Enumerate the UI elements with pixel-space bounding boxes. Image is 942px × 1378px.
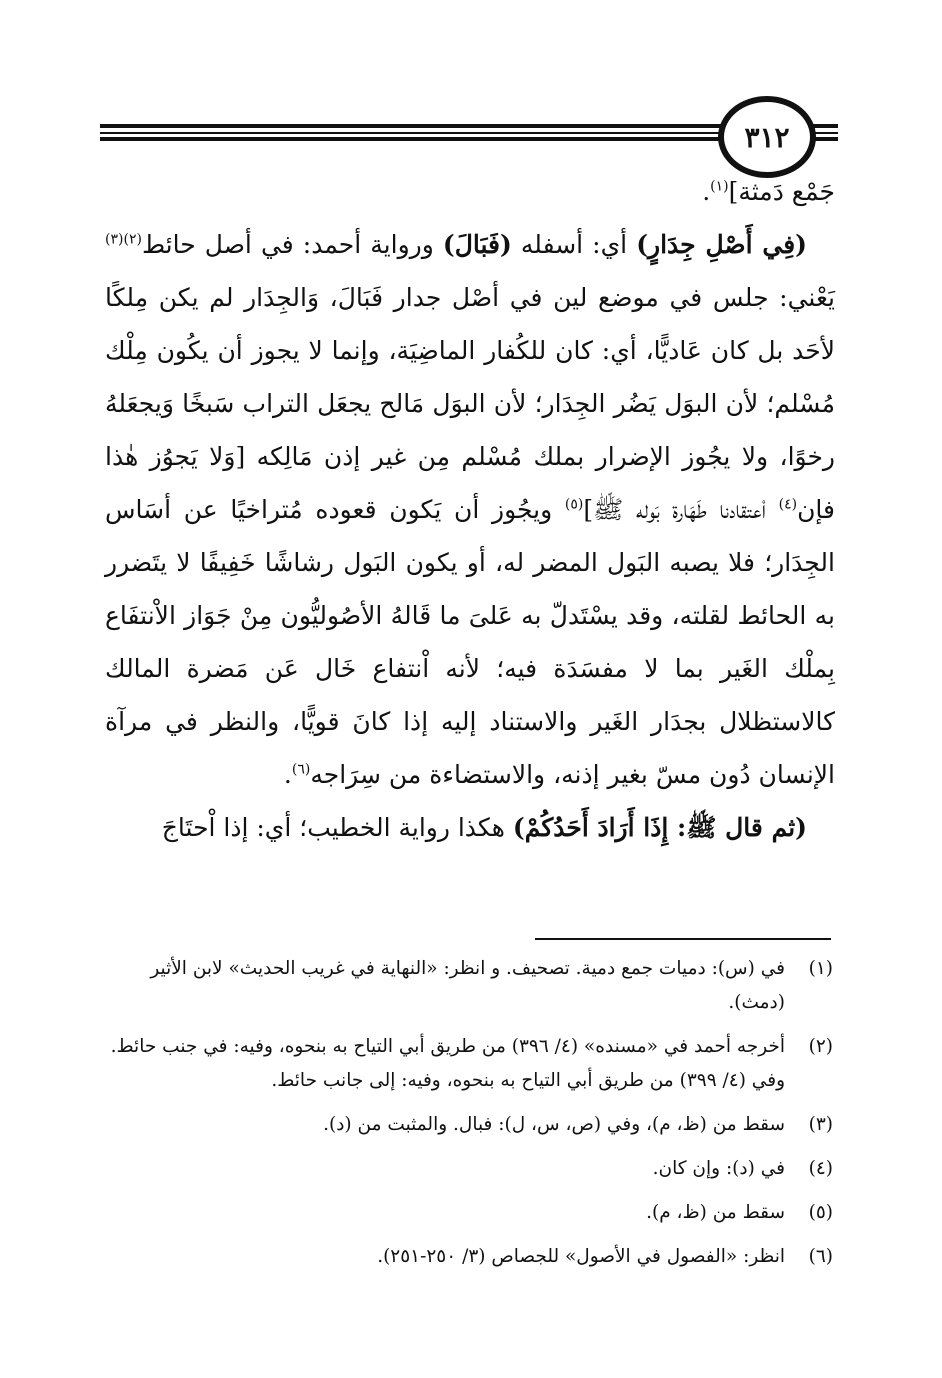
footnote [105,1108,833,1142]
footnote [105,952,833,1020]
header-rule [100,132,740,134]
footnote-number: (١) [808,958,833,979]
footnotes [105,952,833,1284]
footnote-ref: (٢)(٣) [105,231,142,248]
page-number: ٣١٢ [718,96,816,178]
text-segment: (فَبَالَ) [442,230,512,259]
text-segment: ورواية أحمد: في أصل حائط [141,230,443,259]
header-rule [100,137,740,141]
footnote [105,1240,833,1274]
text-segment: (ثم قال ﷺ: إِذَا أَرَادَ أَحَدُكُمْ) [512,813,807,842]
footnote-text: أخرجه أحمد في «مسنده» (٤/ ٣٩٦) من طريق أبي التياح به بنحوه، وفيه: في جنب حائط. وفي (٤/ ٣٩٩) من طريق أبي التياح به بنحوه، وفيه: إلى جانب حائط. [110,1036,785,1091]
text-segment: . [702,177,711,206]
text-segment: ويجُوز أن يَكون قعوده مُتراخيًا عن أسَاس الجِدَار؛ فلا يصبه البَول المضر له، أو يكون البَول رشاشًا خَفِيفًا لا يتَضرر به الحائط لقلته، وقد يسْتَدلّ به عَلىَ ما قَالهُ الأصُوليُّون مِنْ جَوَاز الاْنتفَاع بِملْك الغَير بما لا مفسَدَة فيه؛ لأنه اْنتفاع خَال عَن مَضرة المالك كالاستظلال بجدَار الغَير والاستناد إليه إذا كانَ قويًّا، والنظر في مرآة الإنسان دُون مسّ بغير إذنه، والاستضاءة من سِرَاجه [105,495,835,789]
page-header [100,92,838,172]
footnote-separator [535,938,831,940]
footnote-text: سقط من (ظ، م)، وفي (ص، س، ل): فبال. والمثبت من (د). [323,1114,785,1135]
paragraph [105,165,835,218]
footnote-number: (٢) [808,1036,833,1057]
paragraph [105,218,835,801]
footnote-ref: (٤) [778,496,798,513]
footnote-number: (٥) [808,1202,833,1223]
footnote [105,1196,833,1230]
text-segment: أي: أسفله [511,230,637,259]
footnote-ref: (٦) [291,761,311,778]
footnote-number: (٦) [808,1246,833,1267]
footnote [105,1152,833,1186]
header-rule [100,124,740,128]
text-segment: يَعْني: جلس في موضع لين في أصْل جدار فَبَالَ، وَالجِدَار لم يكن مِلكًا لأحَد بل كان عَاديًّا، أي: كان للكُفار الماضِيَة، وإنما لا يجوز أن يكُون مِلْك مُسْلم؛ لأن البوَل يَضُر الجِدَار؛ لأن البوَل مَالح يجعَل التراب سَبخًا وَيجعَلهُ رخوًا، ولا يجُوز الإضرار بملك مُسْلم مِن غير إذن مَالِكه [وَلا يَجوُز هٰذا فإن [105,283,835,524]
text-segment: . [283,760,292,789]
footnote-text: سقط من (ظ، م). [646,1202,785,1223]
text-segment: اْعتقادنا طَهَارة بَوله ﷺ] [583,495,779,524]
footnote-text: انظر: «الفصول في الأصول» للجصاص (٣/ ٢٥٠-٢٥١). [377,1246,785,1267]
text-segment: هكذا رواية الخطيب؛ أي: إذا اْحتَاجَ [161,813,513,842]
footnote-ref: (١) [710,178,729,195]
footnote [105,1030,833,1098]
footnote-number: (٤) [808,1158,833,1179]
paragraph [105,801,835,854]
text-segment: (فِي أَصْلِ جِدَارٍ) [636,230,807,259]
footnote-text: في (د): وإن كان. [652,1158,785,1179]
footnote-number: (٣) [808,1114,833,1135]
main-text [105,165,835,854]
footnote-text: في (س): دميات جمع دمية. تصحيف. و انظر: «النهاية في غريب الحديث» لابن الأثير (دمث). [150,958,785,1013]
text-segment: جَمْع دَمثة] [728,177,835,206]
footnote-ref: (٥) [564,496,584,513]
